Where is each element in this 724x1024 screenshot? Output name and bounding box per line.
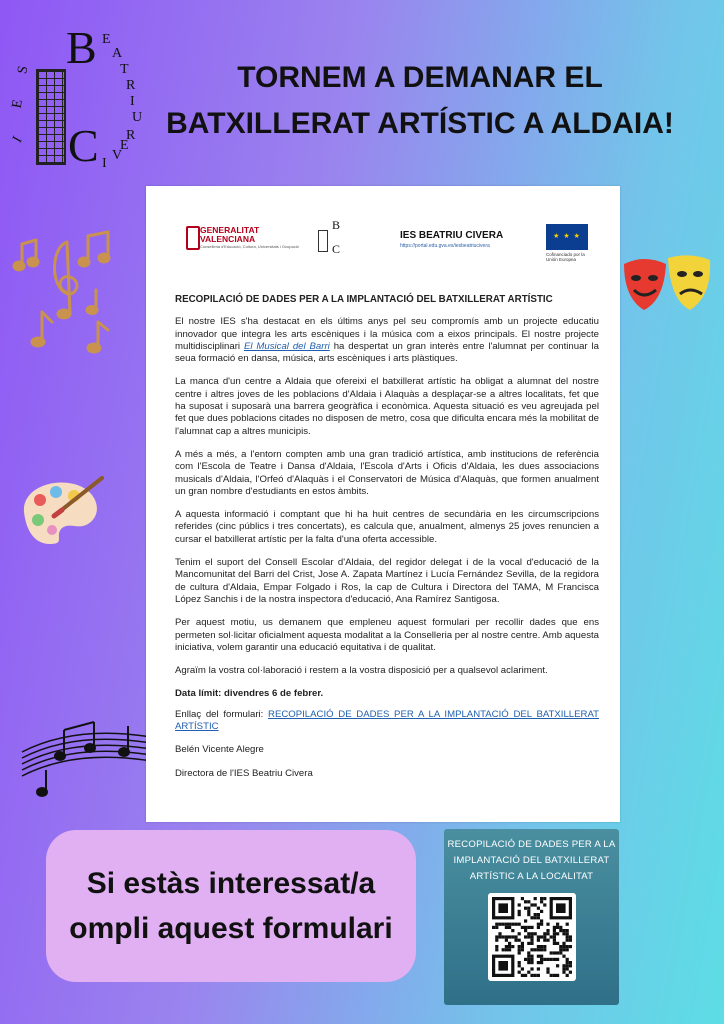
headline-line: BATXILLERAT ARTÍSTIC A ALDAIA! bbox=[166, 107, 674, 140]
logo-letter: R bbox=[126, 78, 136, 93]
theater-masks-icon bbox=[620, 250, 716, 320]
paragraph: Tenim el suport del Consell Escolar d'Aldaia, del regidor delegat i de la vocal d'educació de la Mancomunitat del Barri del Crist, Jose A. Zapata Martínez i Lucía Fernández Sevilla, de la regidora de cultura d'Aldaia, Empar Folgado i Ros, la cap de Cultura i Directora del TAMA, M Francisca López Sanchis i de la nostra inspectora d'educació, Ana Ramírez Santigosa. bbox=[175, 557, 599, 605]
mini-tower-icon bbox=[318, 230, 328, 252]
logo-letter: I bbox=[102, 156, 107, 171]
logo-letter: T bbox=[120, 62, 129, 77]
logo-letter: S bbox=[15, 64, 32, 76]
form-link[interactable]: RECOPILACIÓ DE DADES PER A LA IMPLANTACIÓ DEL BATXILLERAT ARTÍSTIC bbox=[175, 708, 599, 733]
logo-letter: I bbox=[10, 133, 26, 146]
paragraph: A més a més, a l'entorn compten amb una gran tradició artística, amb institucions de referència com l'Escola de Teatre i Dansa d'Aldaia, l'Escola d'Arts i Oficis d'Aldaia, les dues associacions musicals d'Aldaia, l'Orfeó d'Alaquàs i el Conservatori de Música d'Alaquàs, que formen anualment un gran nombre d'estudiants en estos àmbits. bbox=[175, 448, 599, 497]
logo-letter: E bbox=[9, 98, 26, 110]
paragraph: A aquesta informació i comptant que hi ha huit centres de secundària en les circumscripcions referides (cinc públics i tres concertats), es calcula que, anualment, almenys 25 joves renuncien a cursar el batxillerat artístic per la falta d'una oferta accessible. bbox=[175, 509, 599, 545]
logo-letter: R bbox=[126, 128, 136, 143]
signer-role: Directora de l'IES Beatriu Civera bbox=[175, 767, 313, 779]
eu-caption: Cofinanciado por la Unión Europea bbox=[546, 252, 585, 262]
paragraph: La manca d'un centre a Aldaia que ofereixi el batxillerat artístic ha obligat a alumnat del nostre centre i altres joves de les poblacions d'Aldaia i Alaquàs a desplaçar-se a altres localitats, fet que ha suposat i suposarà una barrera geogràfica i econòmica. Aquesta situació es veu agreujada pel fet que dues poblacions citades no disposen de metro, cosa que dificulta encara més la mobilitat de l'alumnat cap a altres municipis. bbox=[175, 376, 599, 437]
logo-letter: E bbox=[120, 138, 129, 153]
document-title: RECOPILACIÓ DE DADES PER A LA IMPLANTACIÓ DEL BATXILLERAT ARTÍSTIC bbox=[175, 294, 553, 305]
logo-letter-c: C bbox=[68, 120, 99, 171]
music-notes-icon bbox=[12, 222, 122, 372]
signer-name: Belén Vicente Alegre bbox=[175, 744, 264, 756]
headline-line: TORNEM A DEMANAR EL bbox=[237, 61, 603, 94]
qr-caption: RECOPILACIÓ DE DADES PER A LA IMPLANTACIÓ DEL BATXILLERAT ARTÍSTIC A LA LOCALITAT bbox=[447, 839, 616, 882]
qr-code[interactable] bbox=[488, 893, 576, 981]
qr-card bbox=[444, 829, 619, 1005]
school-name-block bbox=[400, 230, 503, 249]
form-link-line: Enllaç del formulari: RECOPILACIÓ DE DADES PER A LA IMPLANTACIÓ DEL BATXILLERAT ARTÍSTIC bbox=[175, 708, 599, 733]
logo-letter: U bbox=[132, 110, 143, 125]
deadline: Data límit: divendres 6 de febrer. bbox=[175, 688, 324, 700]
mini-logo-b: B bbox=[332, 218, 341, 232]
tower-icon bbox=[36, 69, 66, 165]
generalitat-emblem-icon bbox=[186, 226, 200, 250]
call-to-action-text: Si estàs interessat/a ompli aquest formulari bbox=[69, 867, 393, 945]
eu-flag-icon: ★ ★ ★ bbox=[546, 224, 588, 250]
logo-letter: E bbox=[102, 32, 111, 47]
generalitat-name: GENERALITAT bbox=[200, 225, 260, 235]
mini-logo-c: C bbox=[332, 242, 341, 256]
document-body bbox=[175, 294, 599, 791]
document-header-logos bbox=[146, 216, 620, 266]
school-logo bbox=[8, 22, 148, 175]
logo-letter: A bbox=[112, 46, 123, 61]
logo-letter-b: B bbox=[66, 22, 97, 73]
call-to-action-box bbox=[46, 830, 416, 982]
school-url[interactable]: https://portal.edu.gva.es/iesbeatriucivera bbox=[400, 243, 490, 249]
logo-letter: I bbox=[130, 94, 135, 109]
musical-link[interactable]: El Musical del Barri bbox=[243, 340, 330, 352]
paragraph: Per aquest motiu, us demanem que empleneu aquest formulari per recollir dades que ens permeten sol·licitar oficialment aquesta modalitat a la Conselleria per al nostre centre. Amb aquesta iniciativa, volem garantir una educació equitativa i de qualitat. bbox=[175, 617, 599, 653]
paragraph: El nostre IES s'ha destacat en els últims anys pel seu compromís amb un projecte educatiu innovador que integra les arts escèniques i la música com a eixos principals. El nostre projecte multidisciplinari El Musical del Barri ha despertat un gran interès entre l'alumnat per continuar la seua formació en dansa, música, arts escèniques i arts plàstiques. bbox=[175, 316, 599, 365]
letter-document bbox=[146, 186, 620, 822]
paragraph: Agraïm la vostra col·laboració i restem a la vostra disposició per a qualsevol aclariment. bbox=[175, 665, 548, 677]
page-title bbox=[150, 55, 690, 147]
paint-palette-icon bbox=[16, 476, 106, 546]
mini-school-logo bbox=[314, 218, 348, 262]
generalitat-logo bbox=[200, 226, 299, 249]
generalitat-name: VALENCIANA bbox=[200, 234, 256, 244]
logo-letter: V bbox=[112, 148, 123, 163]
generalitat-sub: Conselleria d'Educació, Cultura, Universitats i Ocupació bbox=[200, 244, 299, 249]
school-name: IES BEATRIU CIVERA bbox=[400, 230, 504, 241]
